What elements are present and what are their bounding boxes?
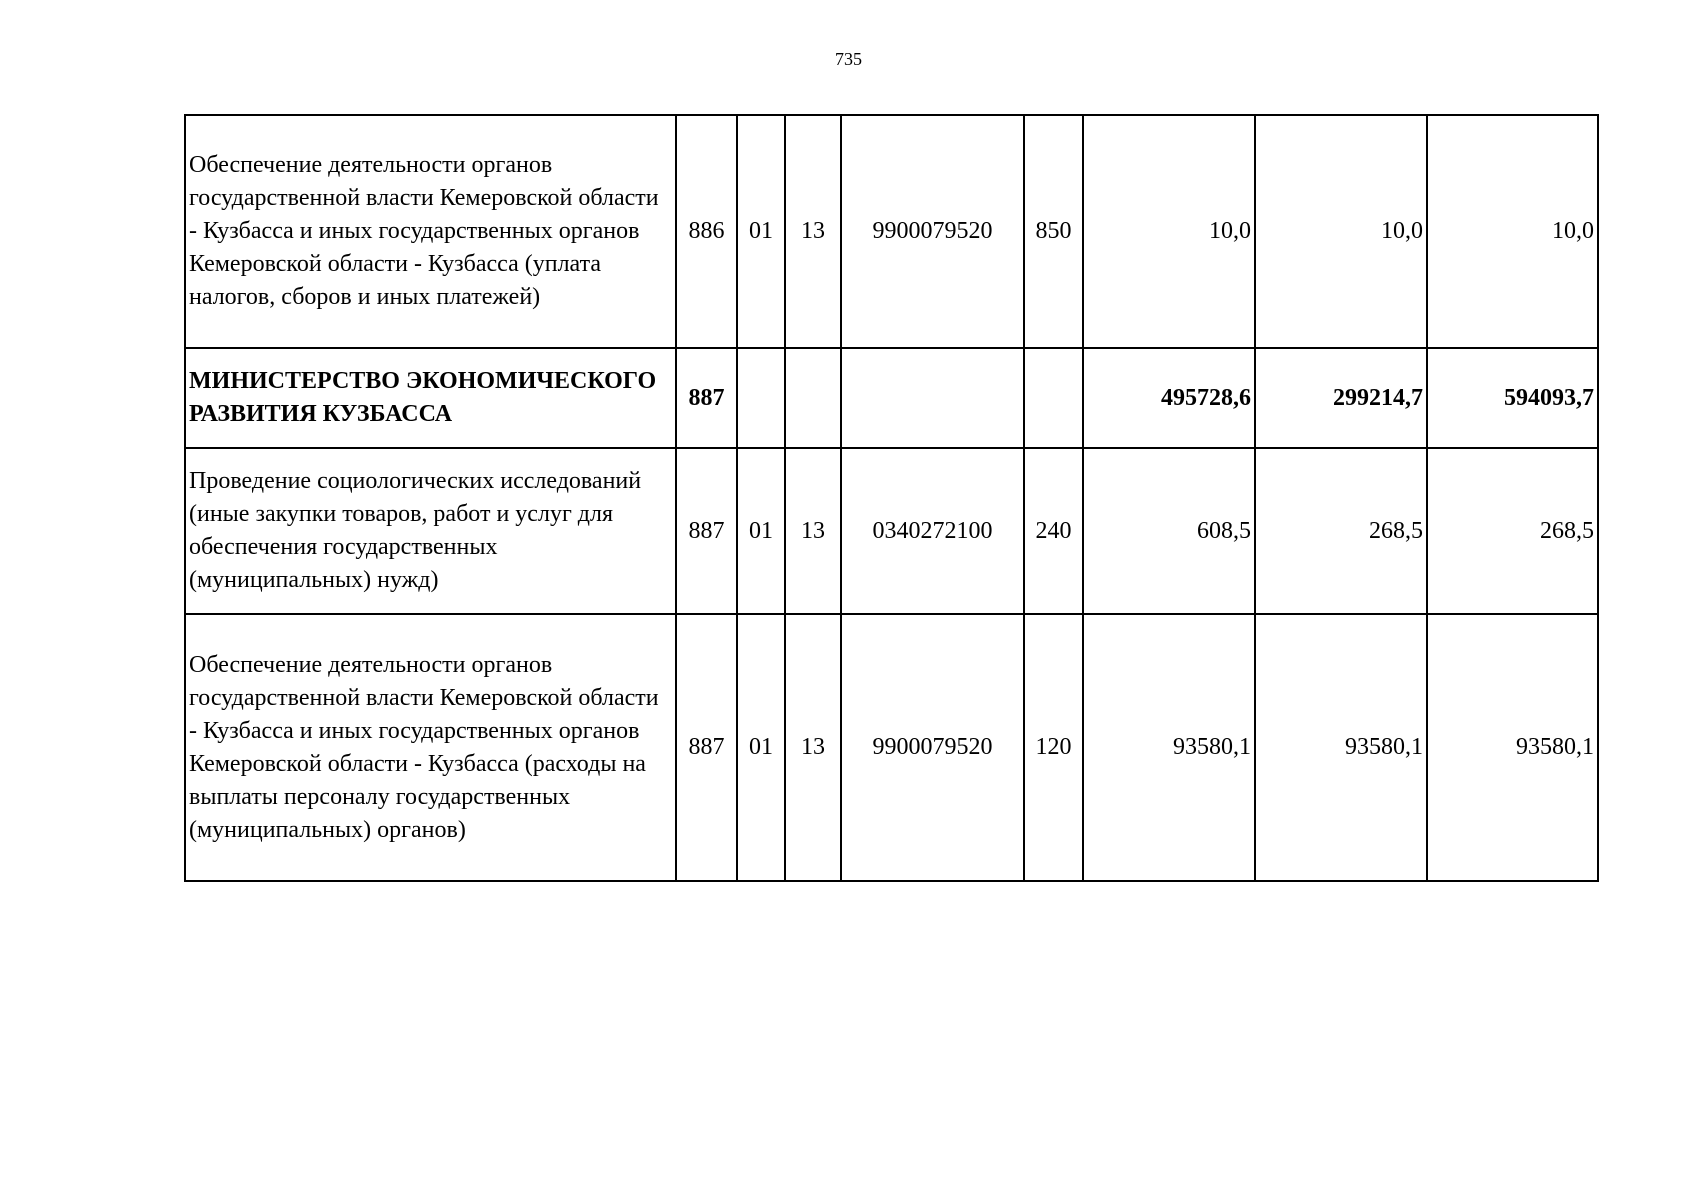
ministry-code: 887 [676, 348, 737, 448]
amount-1: 10,0 [1083, 115, 1255, 348]
amount-2: 10,0 [1255, 115, 1427, 348]
target-code: 9900079520 [841, 115, 1024, 348]
budget-table [184, 114, 1599, 882]
amount-1: 93580,1 [1083, 614, 1255, 881]
page-number: 735 [835, 49, 862, 69]
amount-3: 268,5 [1427, 448, 1598, 614]
table-row [185, 115, 1598, 348]
amount-1: 608,5 [1083, 448, 1255, 614]
section-code: 01 [737, 614, 785, 881]
subsection-code: 13 [785, 614, 841, 881]
ministry-code: 887 [676, 614, 737, 881]
expense-type-code: 120 [1024, 614, 1083, 881]
subsection-code [785, 348, 841, 448]
amount-2: 93580,1 [1255, 614, 1427, 881]
ministry-code: 886 [676, 115, 737, 348]
target-code: 0340272100 [841, 448, 1024, 614]
table-row [185, 448, 1598, 614]
subsection-code: 13 [785, 115, 841, 348]
amount-3: 594093,7 [1427, 348, 1598, 448]
section-code: 01 [737, 448, 785, 614]
row-name: Обеспечение деятельности органов государственной власти Кемеровской области - Кузбасса и иных государственных органов Кемеровской области - Кузбасса (уплата налогов, сборов и иных платежей) [185, 115, 676, 348]
amount-2: 299214,7 [1255, 348, 1427, 448]
target-code [841, 348, 1024, 448]
expense-type-code: 850 [1024, 115, 1083, 348]
amount-3: 10,0 [1427, 115, 1598, 348]
amount-1: 495728,6 [1083, 348, 1255, 448]
row-name: МИНИСТЕРСТВО ЭКОНОМИЧЕСКОГО РАЗВИТИЯ КУЗБАССА [185, 348, 676, 448]
amount-2: 268,5 [1255, 448, 1427, 614]
row-name: Обеспечение деятельности органов государственной власти Кемеровской области - Кузбасса и иных государственных органов Кемеровской области - Кузбасса (расходы на выплаты персоналу государственных (муниципальных) органов) [185, 614, 676, 881]
section-code [737, 348, 785, 448]
expense-type-code [1024, 348, 1083, 448]
expense-type-code: 240 [1024, 448, 1083, 614]
row-name: Проведение социологических исследований (иные закупки товаров, работ и услуг для обеспечения государственных (муниципальных) нужд) [185, 448, 676, 614]
ministry-code: 887 [676, 448, 737, 614]
section-code: 01 [737, 115, 785, 348]
table-row-ministry-header [185, 348, 1598, 448]
subsection-code: 13 [785, 448, 841, 614]
table-row [185, 614, 1598, 881]
amount-3: 93580,1 [1427, 614, 1598, 881]
target-code: 9900079520 [841, 614, 1024, 881]
